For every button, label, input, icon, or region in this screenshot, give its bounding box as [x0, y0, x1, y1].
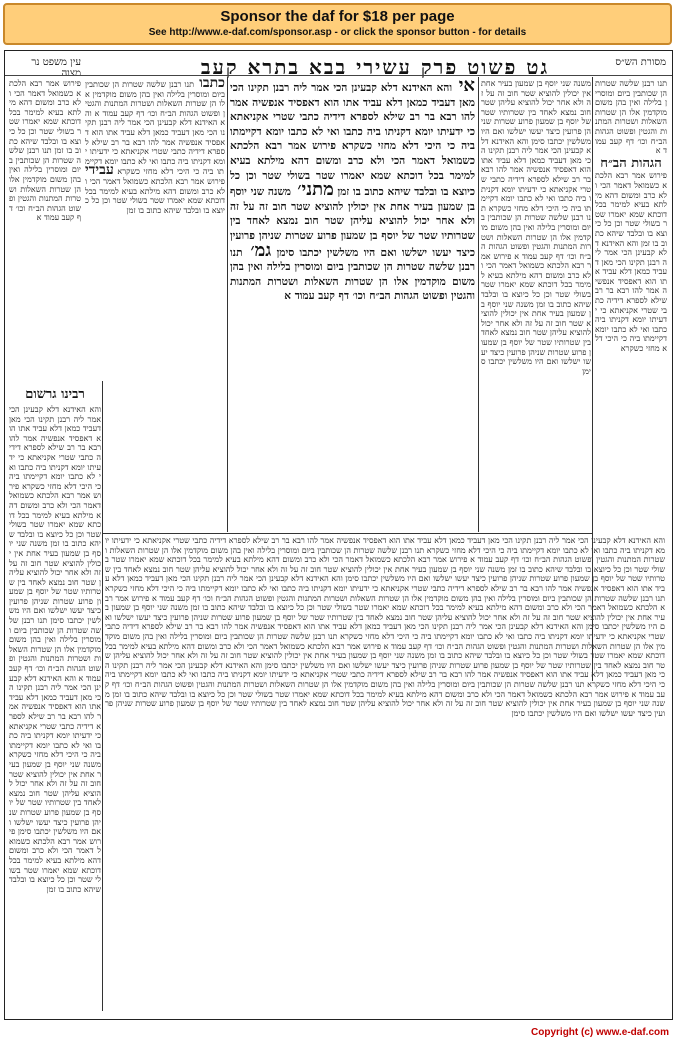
tosafot-text-1: תנו רבנן שלשה שטרות הן שכותבין ביום ומוסרין בלילה ואין בהן משום מוקדמין אלו הן שטרות השאלות ושטרות המתנות והגטין ופשוט הגהות הב״ח וכו׳ דף קעב עמוד א — [85, 80, 225, 118]
rashi-column — [481, 79, 591, 529]
lower-text-1: והא האידנא דלא קבעינן הכי אמר ליה רבנן תקינו הכי מאן דעביד כמאן דלא עביד אתו הוא דאפסיד אנפשיה אמר להו רבא בר רב שילא לספרא דידיה כתבי שטרי אקניאתא כי ידעיתו יומא דקניתו ביה כתבו ואי לא כתבו יומא דקיימתו ביה כי היכי דלא מחזי כשקרא — [105, 536, 665, 555]
rashi-text-5: משנה שני יוסף בן שמעון בעיר אחת אין יכולין להוציא שטר חוב זה על זה ולא אחר יכול להוציא עליהן שטר חוב נמצא לאחד בין שטרותיו שטר של יוסף בן שמעון פרוע שטרות שניהן פרועין כיצד יעשו ישלשו ואם היו משלשין יכתבו סימן — [481, 299, 591, 376]
lower-text-8: משנה שני יוסף בן שמעון בעיר אחת אין יכולין להוציא שטר חוב זה על זה ולא אחר יכול להוציא עליהן שטר חוב נמצא לאחד בין שטרותיו שטר של יוסף בן שמעון פרוע שטרות שניהן פרועין כיצד יעשו ישלשו ואם היו משלשין יכתבו סימן — [105, 603, 665, 632]
gemara-text-1: והא האידנא דלא קבעינן הכי אמר ליה רבנן תקינו הכי מאן דעביד כמאן דלא עביד אתו הוא דאפסיד אנפשיה אמר להו רבא בר רב שילא לספרא דידיה כתבי שטרי אקניאתא כי ידעיתו יומא דקניתו ביה כתבו ואי לא כתבו יומא דקיימתו ביה כי היכי דלא מחזי כשקרא — [230, 82, 475, 153]
divider-right — [592, 77, 593, 681]
rg-text-4: תנו רבנן שלשה שטרות הן שכותבין ביום ומוסרין בלילה ואין בהן משום מוקדמין אלו הן שטרות השאלות ושטרות המתנות והגטין ופשוט הגהות הב״ח וכו׳ דף קעב עמוד א — [9, 616, 101, 683]
rabbeinu-gershom-column — [9, 383, 101, 1003]
rabbeinu-gershom-text — [9, 405, 101, 894]
rg-text-3: משנה שני יוסף בן שמעון בעיר אחת אין יכולין להוציא שטר חוב זה על זה ולא אחר יכול להוציא עליהן שטר חוב נמצא לאחד בין שטרותיו שטר של יוסף בן שמעון פרוע שטרות שניהן פרועין כיצד יעשו ישלשו ואם היו משלשין יכתבו סימן — [9, 539, 101, 626]
gemara-main-text — [230, 79, 475, 529]
lower-text-7: פירוש אמר רבא הלכתא כשמואל דאמר הכי ולא כרב ומשום דהא מילתא בעיא למימר בכל דוכתא שמא יאמרו שטר בשולי שטר וכן כל כיוצא בו ובלבד שיהא כתוב בו זמן — [105, 593, 665, 613]
ein-mishpat-column — [9, 79, 81, 379]
sponsor-banner[interactable] — [3, 3, 672, 45]
header-ein-mishpat: עין משפט נר מצוה — [31, 57, 81, 79]
sponsor-title[interactable]: Sponsor the daf for $18 per page — [220, 8, 455, 25]
gemara-text-3: משנה שני יוסף בן שמעון בעיר אחת אין יכולין להוציא שטר חוב זה על זה ולא אחר יכול להוציא עליהן שטר חוב נמצא לאחד בין שטרותיו שטר של יוסף בן שמעון פרוע שטרות שניהן פרועין כיצד יעשו ישלשו ואם היו משלשין יכתבו סימן — [230, 186, 475, 259]
daf-marker: אי — [452, 79, 475, 96]
tosafot-text-3: פירוש אמר רבא הלכתא כשמואל דאמר הכי ולא כרב ומשום דהא מילתא בעיא למימר בכל דוכתא שמא יאמרו שטר בשולי שטר וכן כל כיוצא בו ובלבד שיהא כתוב בו זמן — [85, 176, 225, 215]
header-divider — [5, 75, 672, 76]
lower-text-5: והא האידנא דלא קבעינן הכי אמר ליה רבנן תקינו הכי מאן דעביד כמאן דלא עביד אתו הוא דאפסיד אנפשיה אמר להו רבא בר רב שילא לספרא דידיה כתבי שטרי אקניאתא כי ידעיתו יומא דקניתו ביה כתבו ואי לא כתבו יומא דקיימתו ביה כי היכי דלא מחזי כשקרא — [105, 574, 665, 593]
margin-text-3: והא האידנא דלא קבעינן הכי אמר ליה רבנן תקינו הכי מאן דעביד כמאן דלא עביד אתו הוא דאפסיד אנפשיה אמר להו רבא בר רב שילא לספרא דידיה כתבי שטרי אקניאתא כי ידעיתו יומא דקניתו ביה כתבו ואי לא כתבו יומא דקיימתו ביה כי היכי דלא מחזי כשקרא — [595, 238, 667, 354]
lower-text-2: תנו רבנן שלשה שטרות הן שכותבין ביום ומוסרין בלילה ואין בהן משום מוקדמין אלו הן שטרות השאלות ושטרות המתנות והגטין ופשוט הגהות הב״ח וכו׳ דף קעב עמוד א — [105, 545, 665, 565]
lower-text-15: פירוש אמר רבא הלכתא כשמואל דאמר הכי ולא כרב ומשום דהא מילתא בעיא למימר בכל דוכתא שמא יאמרו שטר בשולי שטר וכן כל כיוצא בו ובלבד שיהא כתוב בו זמן — [109, 689, 629, 699]
lower-text-12: משנה שני יוסף בן שמעון בעיר אחת אין יכולין להוציא שטר חוב זה על זה ולא אחר יכול להוציא עליהן שטר חוב נמצא לאחד בין שטרותיו שטר של יוסף בן שמעון פרוע שטרות שניהן פרועין כיצד יעשו ישלשו ואם היו משלשין יכתבו סימן — [105, 651, 665, 670]
tosafot-column — [85, 79, 225, 379]
rg-text-7: פירוש אמר רבא הלכתא כשמואל דאמר הכי ולא כרב ומשום דהא מילתא בעיא למימר בכל דוכתא שמא יאמרו שטר בשולי שטר וכן כל כיוצא בו ובלבד שיהא כתוב בו זמן — [9, 827, 101, 894]
mishnah-marker: מתני׳ — [291, 179, 334, 201]
rg-text-1: והא האידנא דלא קבעינן הכי אמר ליה רבנן תקינו הכי מאן דעביד כמאן דלא עביד אתו הוא דאפסיד אנפשיה אמר להו רבא בר רב שילא לספרא דידיה כתבי שטרי אקניאתא כי ידעיתו יומא דקניתו ביה כתבו ואי לא כתבו יומא דקיימתו ביה כי היכי דלא מחזי כשקרא — [9, 405, 101, 491]
copyright-link[interactable]: Copyright (c) www.e-daf.com — [531, 1027, 669, 1038]
gemara-marker: גמ׳ — [242, 239, 272, 261]
lower-text-10: תנו רבנן שלשה שטרות הן שכותבין ביום ומוסרין בלילה ואין בהן משום מוקדמין אלו הן שטרות השאלות ושטרות המתנות והגטין ופשוט הגהות הב״ח וכו׳ דף קעב עמוד א — [105, 631, 665, 651]
divider-center-right — [478, 77, 479, 532]
rashi-text-2: והא האידנא דלא קבעינן הכי אמר ליה רבנן תקינו הכי מאן דעביד כמאן דלא עביד אתו הוא דאפסיד אנפשיה אמר להו רבא בר רב שילא לספרא דידיה כתבי שטרי אקניאתא כי ידעיתו יומא דקניתו ביה כתבו ואי לא כתבו יומא דקיימתו ביה כי היכי דלא מחזי כשקרא — [481, 136, 591, 213]
divider-lower — [103, 533, 592, 534]
running-title: גט פשוט פרק עשירי בבא בתרא קעב — [200, 55, 550, 79]
lower-commentary — [105, 536, 665, 1011]
rg-text-6: משנה שני יוסף בן שמעון בעיר אחת אין יכולין להוציא שטר חוב זה על זה ולא אחר יכול להוציא עליהן שטר חוב נמצא לאחד בין שטרותיו שטר של יוסף בן שמעון פרוע שטרות שניהן פרועין כיצד יעשו ישלשו ואם היו משלשין יכתבו סימן — [9, 759, 101, 837]
hagahot-title: הגהות הב״ח — [600, 155, 662, 171]
ein-mishpat-text-2: תנו רבנן שלשה שטרות הן שכותבין ביום ומוסרין בלילה ואין בהן משום מוקדמין אלו הן שטרות השאלות ושטרות המתנות והגטין ופשוט הגהות הב״ח וכו׳ דף קעב עמוד א — [9, 146, 81, 223]
gemara-text-2: פירוש אמר רבא הלכתא כשמואל דאמר הכי ולא כרב ומשום דהא מילתא בעיא למימר בכל דוכתא שמא יאמרו שטר בשולי שטר וכן כל כיוצא בו ובלבד שיהא כתוב בו זמן — [230, 140, 475, 199]
lower-text-14: תנו רבנן שלשה שטרות הן שכותבין ביום ומוסרין בלילה ואין בהן משום מוקדמין אלו הן שטרות השאלות ושטרות המתנות והגטין ופשוט הגהות הב״ח וכו׳ דף קעב עמוד א — [105, 679, 665, 699]
talmud-page — [4, 50, 673, 1020]
sponsor-subtitle[interactable]: See http://www.e-daf.com/sponsor.asp - or click the sponsor button - for details — [148, 27, 527, 38]
lower-text-16: משנה שני יוסף בן שמעון בעיר אחת אין יכולין להוציא שטר חוב זה על זה ולא אחר יכול להוציא עליהן שטר חוב נמצא לאחד בין שטרותיו שטר של יוסף בן שמעון פרוע שטרות שניהן פרועין כיצד יעשו ישלשו ואם היו משלשין יכתבו סימן — [105, 689, 665, 718]
header-mesoret: מסורת הש״ס — [615, 57, 666, 68]
lower-text-4: משנה שני יוסף בן שמעון בעיר אחת אין יכולין להוציא שטר חוב זה על זה ולא אחר יכול להוציא עליהן שטר חוב נמצא לאחד בין שטרותיו שטר של יוסף בן שמעון פרוע שטרות שניהן פרועין כיצד יעשו ישלשו ואם היו משלשין יכתבו סימן — [105, 564, 665, 584]
tosafot-heading: כתבו — [193, 79, 225, 91]
rabbeinu-gershom-title: רבינו גרשום — [25, 387, 85, 402]
divider-left — [102, 381, 103, 1011]
lower-text-9: והא האידנא דלא קבעינן הכי אמר ליה רבנן תקינו הכי מאן דעביד כמאן דלא עביד אתו הוא דאפסיד אנפשיה אמר להו רבא בר רב שילא לספרא דידיה כתבי שטרי אקניאתא כי ידעיתו יומא דקניתו ביה כתבו ואי לא כתבו יומא דקיימתו ביה כי היכי דלא מחזי כשקרא — [105, 622, 665, 641]
lower-text-3: פירוש אמר רבא הלכתא כשמואל דאמר הכי ולא כרב ומשום דהא מילתא בעיא למימר בכל דוכתא שמא יאמרו שטר בשולי שטר וכן כל כיוצא בו ובלבד שיהא כתוב בו זמן — [105, 555, 665, 574]
rg-text-5: והא האידנא דלא קבעינן הכי אמר ליה רבנן תקינו הכי מאן דעביד כמאן דלא עביד אתו הוא דאפסיד אנפשיה אמר להו רבא בר רב שילא לספרא דידיה כתבי שטרי אקניאתא כי ידעיתו יומא דקניתו ביה כתבו ואי לא כתבו יומא דקיימתו ביה כי היכי דלא מחזי כשקרא — [9, 673, 101, 760]
rashi-text-1: משנה שני יוסף בן שמעון בעיר אחת אין יכולין להוציא שטר חוב זה על זה ולא אחר יכול להוציא עליהן שטר חוב נמצא לאחד בין שטרותיו שטר של יוסף בן שמעון פרוע שטרות שניהן פרועין כיצד יעשו ישלשו ואם היו משלשין יכתבו סימן — [481, 79, 591, 146]
margin-text-2: פירוש אמר רבא הלכתא כשמואל דאמר הכי ולא כרב ומשום דהא מילתא בעיא למימר בכל דוכתא שמא יאמרו שטר בשולי שטר וכן כל כיוצא בו ובלבד שיהא כתוב בו זמן — [595, 171, 667, 248]
rashi-text-4: פירוש אמר רבא הלכתא כשמואל דאמר הכי ולא כרב ומשום דהא מילתא בעיא למימר בכל דוכתא שמא יאמרו שטר בשולי שטר וכן כל כיוצא בו ובלבד שיהא כתוב בו זמן — [481, 251, 591, 309]
lower-text-13: והא האידנא דלא קבעינן הכי אמר ליה רבנן תקינו הכי מאן דעביד כמאן דלא עביד אתו הוא דאפסיד אנפשיה אמר להו רבא בר רב שילא לספרא דידיה כתבי שטרי אקניאתא כי ידעיתו יומא דקניתו ביה כתבו ואי לא כתבו יומא דקיימתו ביה כי היכי דלא מחזי כשקרא — [105, 660, 665, 689]
margin-text-1: תנו רבנן שלשה שטרות הן שכותבין ביום ומוסרין בלילה ואין בהן משום מוקדמין אלו הן שטרות השאלות ושטרות המתנות והגטין ופשוט הגהות הב״ח וכו׳ דף קעב עמוד א — [595, 79, 667, 156]
lower-text-6: תנו רבנן שלשה שטרות הן שכותבין ביום ומוסרין בלילה ואין בהן משום מוקדמין אלו הן שטרות השאלות ושטרות המתנות והגטין ופשוט הגהות הב״ח וכו׳ דף קעב עמוד א — [149, 593, 665, 603]
gemara-text-4: תנו רבנן שלשה שטרות הן שכותבין ביום ומוסרין בלילה ואין בהן משום מוקדמין אלו הן שטרות השאלות ושטרות המתנות והגטין ופשוט הגהות הב״ח וכו׳ דף קעב עמוד א — [230, 246, 475, 303]
ein-mishpat-text: פירוש אמר רבא הלכתא כשמואל דאמר הכי ולא כרב ומשום דהא מילתא בעיא למימר בכל דוכתא שמא יאמרו שטר בשולי שטר וכן כל כיוצא בו ובלבד שיהא כתוב בו זמן — [9, 79, 81, 156]
lower-text-11: פירוש אמר רבא הלכתא כשמואל דאמר הכי ולא כרב ומשום דהא מילתא בעיא למימר בכל דוכתא שמא יאמרו שטר בשולי שטר וכן כל כיוצא בו ובלבד שיהא כתוב בו זמן — [105, 641, 665, 661]
divider-center-left — [227, 77, 228, 532]
rashi-text-3: תנו רבנן שלשה שטרות הן שכותבין ביום ומוסרין בלילה ואין בהן משום מוקדמין אלו הן שטרות השאלות ושטרות המתנות והגטין ופשוט הגהות הב״ח וכו׳ דף קעב עמוד א — [481, 203, 591, 261]
tosafot-text-2: והא האידנא דלא קבעינן הכי אמר ליה רבנן תקינו הכי מאן דעביד כמאן דלא עביד אתו הוא דאפסיד אנפשיה אמר להו רבא בר רב שילא לספרא דידיה כתבי שטרי אקניאתא כי ידעיתו יומא דקניתו ביה כתבו ואי לא כתבו יומא דקיימתו ביה כי היכי דלא מחזי כשקרא — [85, 108, 225, 177]
rg-text-2: פירוש אמר רבא הלכתא כשמואל דאמר הכי ולא כרב ומשום דהא מילתא בעיא למימר בכל דוכתא שמא יאמרו שטר בשולי שטר וכן כל כיוצא בו ובלבד שיהא כתוב בו זמן — [9, 481, 101, 549]
tosafot-heading-2: עבידי — [85, 162, 114, 179]
